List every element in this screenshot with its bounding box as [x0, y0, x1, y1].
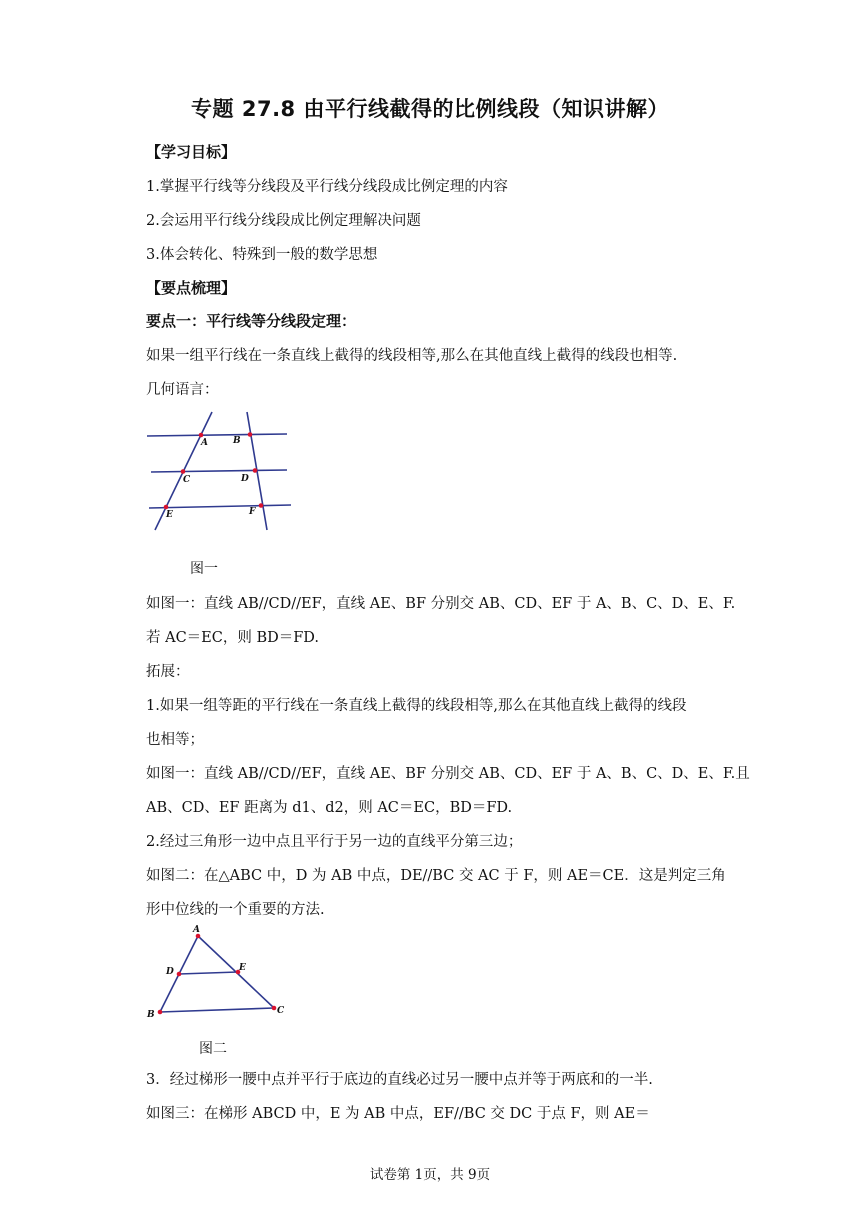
- goal-item-2: 2.会运用平行线分线段成比例定理解决问题: [146, 213, 421, 229]
- fig1-label-d: D: [241, 474, 249, 484]
- goal-item-1: 1.掌握平行线等分线段及平行线分线段成比例定理的内容: [146, 179, 508, 195]
- extension-2: 2.经过三角形一边中点且平行于另一边的直线平分第三边；: [146, 834, 523, 850]
- extension-1-b: 也相等；: [146, 732, 204, 748]
- extension-3: 3．经过梯形一腰中点并平行于底边的直线必过另一腰中点并等于两底和的一半.: [146, 1072, 653, 1088]
- line-ef: [149, 505, 291, 508]
- page-title: 专题 27.8 由平行线截得的比例线段（知识讲解）: [191, 97, 669, 121]
- fig1-label-c: C: [183, 475, 191, 485]
- extension-1-a: 1.如果一组等距的平行线在一条直线上截得的线段相等,那么在其他直线上截得的线段: [146, 698, 687, 714]
- fig2-label-c: C: [277, 1006, 285, 1016]
- figure-one-caption: 图一: [190, 561, 218, 577]
- extension-label: 拓展：: [146, 664, 190, 680]
- fig1-description-2: 若 AC＝EC，则 BD＝FD.: [146, 630, 320, 646]
- section-heading-points: 【要点梳理】: [146, 279, 237, 297]
- fig1-label-e: E: [166, 510, 173, 520]
- figure-one-parallel-lines: [145, 408, 295, 534]
- line-cd: [151, 470, 287, 472]
- section-heading-goals: 【学习目标】: [146, 143, 237, 161]
- page-footer: 试卷第 1页，共 9页: [369, 1167, 491, 1183]
- fig1-label-f: F: [249, 507, 256, 517]
- extension-1-desc-a: 如图一：直线 AB//CD//EF，直线 AE、BF 分别交 AB、CD、EF 于 A、B、C、D、E、F.且: [146, 766, 750, 782]
- fig1-description-1: 如图一：直线 AB//CD//EF，直线 AE、BF 分别交 AB、CD、EF 于 A、B、C、D、E、F.: [146, 596, 736, 612]
- fig1-label-a: A: [201, 438, 208, 448]
- geometry-language-label: 几何语言：: [146, 382, 219, 398]
- fig2-label-b: B: [147, 1010, 155, 1020]
- point1-heading: 要点一：平行线等分线段定理：: [146, 312, 357, 330]
- point1-text: 如果一组平行线在一条直线上截得的线段相等,那么在其他直线上截得的线段也相等.: [146, 348, 678, 364]
- fig2-label-a: A: [193, 925, 200, 935]
- fig2-label-e: E: [239, 963, 246, 973]
- extension-2-desc-a: 如图二：在△ABC 中，D 为 AB 中点，DE//BC 交 AC 于 F，则 AE＝CE．这是判定三角: [146, 868, 726, 884]
- extension-1-desc-b: AB、CD、EF 距离为 d1、d2，则 AC＝EC，BD＝FD.: [146, 800, 513, 816]
- goal-item-3: 3.体会转化、特殊到一般的数学思想: [146, 247, 378, 263]
- extension-2-desc-b: 形中位线的一个重要的方法.: [146, 902, 325, 918]
- fig1-label-b: B: [233, 436, 241, 446]
- fig2-label-d: D: [166, 967, 174, 977]
- line-ab: [147, 434, 287, 436]
- figure-two-triangle: [144, 924, 294, 1024]
- figure-two-caption: 图二: [199, 1041, 227, 1057]
- extension-3-desc: 如图三：在梯形 ABCD 中，E 为 AB 中点，EF//BC 交 DC 于点 F，则 AE＝: [146, 1106, 650, 1122]
